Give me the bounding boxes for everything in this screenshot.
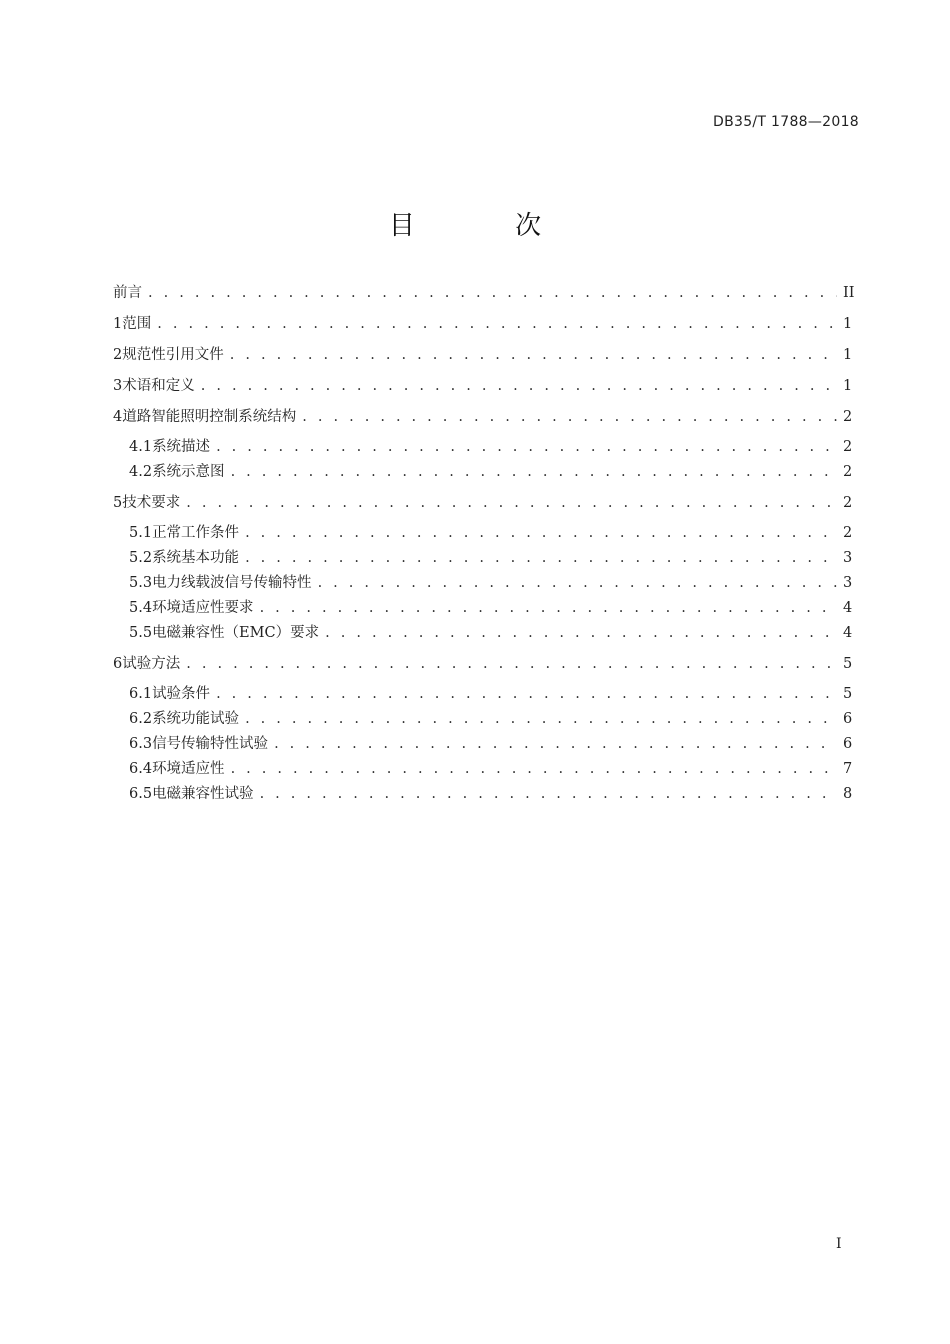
- toc-entry[interactable]: [113, 346, 851, 364]
- toc-entry[interactable]: [113, 624, 851, 642]
- toc-dot-leader: [318, 574, 837, 592]
- toc-entry-label: 环境适应性要求: [152, 600, 254, 616]
- toc-title: 目 次: [388, 211, 588, 241]
- page-number: I: [836, 1236, 842, 1252]
- toc-entry-page: 2: [843, 464, 853, 480]
- document-code: DB35/T 1788—2018: [713, 114, 859, 130]
- toc-entry-page: 1: [843, 347, 853, 363]
- toc-entry-label: 信号传输特性试验: [152, 736, 269, 752]
- toc-entry-label: 系统示意图: [152, 464, 225, 480]
- toc-dot-leader: [231, 463, 837, 481]
- toc-entry[interactable]: [113, 735, 851, 753]
- toc-entry[interactable]: [113, 408, 851, 426]
- toc-entry-page: 1: [843, 378, 853, 394]
- toc-dot-leader: [186, 655, 837, 673]
- toc-entry-number: 4.2: [129, 464, 153, 480]
- toc-entry-number: 2: [113, 347, 123, 363]
- toc-entry-page: II: [843, 285, 855, 301]
- toc-entry-page: 8: [843, 786, 853, 802]
- toc-dot-leader: [216, 685, 837, 703]
- toc-entry-label: 电磁兼容性试验: [152, 786, 254, 802]
- toc-entry-number: 1: [113, 316, 123, 332]
- toc-entry-number: 5.4: [129, 600, 153, 616]
- toc-entry[interactable]: [113, 785, 851, 803]
- toc-dot-leader: [186, 494, 837, 512]
- toc-dot-leader: [148, 284, 837, 302]
- toc-entry-label: 道路智能照明控制系统结构: [122, 409, 297, 425]
- toc-entry[interactable]: [113, 284, 855, 302]
- toc-entry[interactable]: [113, 574, 851, 592]
- toc-entry-page: 4: [843, 625, 853, 641]
- toc-dot-leader: [302, 408, 837, 426]
- toc-dot-leader: [274, 735, 837, 753]
- toc-entry-number: 6.4: [129, 761, 153, 777]
- toc-dot-leader: [260, 599, 837, 617]
- toc-entry-page: 5: [843, 656, 853, 672]
- toc-dot-leader: [245, 549, 837, 567]
- toc-entry-number: 6.1: [129, 686, 153, 702]
- toc-entry-label: 试验条件: [152, 686, 211, 702]
- toc-dot-leader: [245, 524, 837, 542]
- toc-entry[interactable]: [113, 549, 851, 567]
- toc-entry-number: 4: [113, 409, 123, 425]
- toc-entry-label: 系统描述: [152, 439, 211, 455]
- toc-entry-label: 规范性引用文件: [122, 347, 224, 363]
- toc-dot-leader: [231, 760, 837, 778]
- toc-entry-label: 技术要求: [122, 495, 181, 511]
- toc-entry-number: 5.1: [129, 525, 153, 541]
- toc-entry[interactable]: [113, 685, 851, 703]
- toc-entry-page: 1: [843, 316, 853, 332]
- toc-entry[interactable]: [113, 710, 851, 728]
- toc-entry-page: 2: [843, 525, 853, 541]
- toc-dot-leader: [325, 624, 837, 642]
- toc-entry-label: 电磁兼容性（EMC）要求: [152, 625, 320, 641]
- toc-entry-number: 5.5: [129, 625, 153, 641]
- toc-entry-number: 6.3: [129, 736, 153, 752]
- toc-dot-leader: [201, 377, 837, 395]
- toc-entry-page: 7: [843, 761, 853, 777]
- toc-entry-number: 4.1: [129, 439, 153, 455]
- toc-dot-leader: [230, 346, 837, 364]
- toc-entry-label: 电力线载波信号传输特性: [152, 575, 312, 591]
- toc-entry-number: 6: [113, 656, 123, 672]
- toc-entry-number: 5.3: [129, 575, 153, 591]
- toc-entry[interactable]: [113, 599, 851, 617]
- toc-entry-number: 5: [113, 495, 123, 511]
- toc-entry-label: 术语和定义: [122, 378, 195, 394]
- toc-entry-label: 前言: [113, 285, 142, 301]
- toc-entry[interactable]: [113, 377, 851, 395]
- toc-dot-leader: [245, 710, 837, 728]
- toc-entry[interactable]: [113, 524, 851, 542]
- toc-entry-page: 3: [843, 550, 853, 566]
- toc-entry-page: 2: [843, 409, 853, 425]
- toc-entry-number: 6.2: [129, 711, 153, 727]
- toc-entry-number: 3: [113, 378, 123, 394]
- toc-entry-page: 4: [843, 600, 853, 616]
- toc-entry-page: 3: [843, 575, 853, 591]
- toc-entry-label: 正常工作条件: [152, 525, 240, 541]
- toc-entry[interactable]: [113, 655, 851, 673]
- toc-entry-page: 5: [843, 686, 853, 702]
- toc-entry[interactable]: [113, 463, 851, 481]
- toc-entry-page: 6: [843, 736, 853, 752]
- toc-entry-label: 范围: [122, 316, 152, 332]
- toc-entry[interactable]: [113, 494, 851, 512]
- toc-dot-leader: [216, 438, 837, 456]
- toc-entry[interactable]: [113, 315, 851, 333]
- toc-entry-label: 环境适应性: [152, 761, 225, 777]
- toc-entry-number: 6.5: [129, 786, 153, 802]
- table-of-contents: [113, 284, 855, 803]
- toc-entry-label: 试验方法: [122, 656, 181, 672]
- toc-entry[interactable]: [113, 760, 851, 778]
- toc-entry-label: 系统功能试验: [152, 711, 240, 727]
- toc-entry-number: 5.2: [129, 550, 153, 566]
- toc-entry-page: 2: [843, 495, 853, 511]
- toc-dot-leader: [260, 785, 837, 803]
- toc-entry-page: 6: [843, 711, 853, 727]
- toc-entry-page: 2: [843, 439, 853, 455]
- toc-entry[interactable]: [113, 438, 851, 456]
- toc-dot-leader: [157, 315, 837, 333]
- toc-entry-label: 系统基本功能: [152, 550, 240, 566]
